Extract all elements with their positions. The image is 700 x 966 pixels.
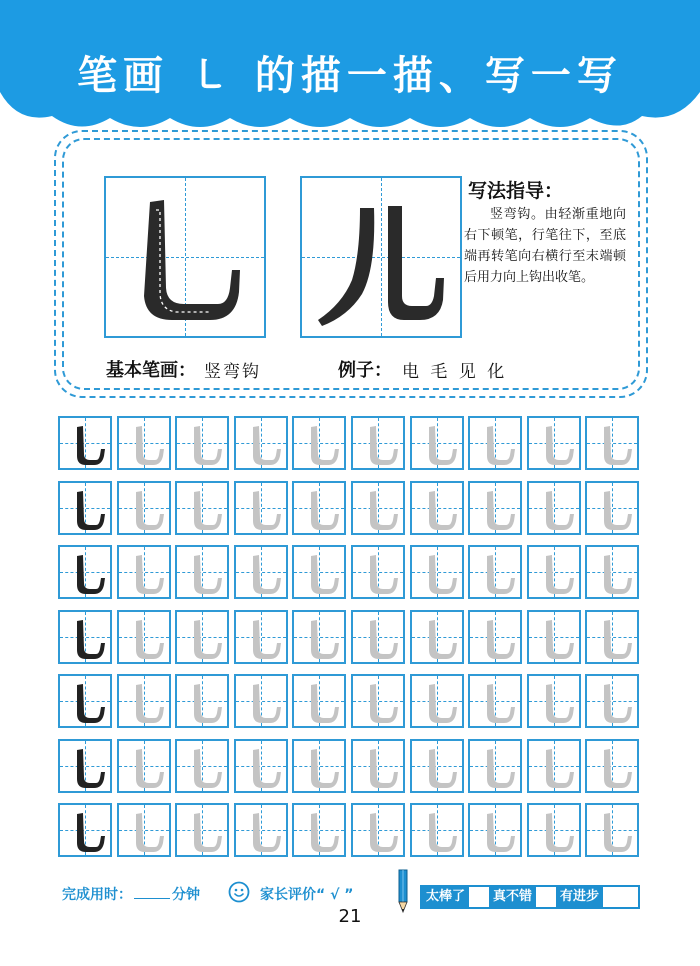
- trace-cell[interactable]: [351, 739, 405, 793]
- stroke-glyph: [119, 676, 173, 730]
- trace-cell[interactable]: [175, 739, 229, 793]
- trace-cell[interactable]: [410, 610, 464, 664]
- stroke-glyph: [177, 805, 231, 859]
- practice-row: [58, 610, 644, 664]
- example-char-glyph: [302, 178, 460, 336]
- trace-cell[interactable]: [410, 481, 464, 535]
- stroke-glyph: [60, 418, 114, 472]
- rating-checkbox-progress[interactable]: [603, 887, 623, 907]
- model-cell[interactable]: [58, 545, 112, 599]
- trace-cell[interactable]: [585, 481, 639, 535]
- trace-cell[interactable]: [585, 739, 639, 793]
- stroke-glyph: [236, 676, 290, 730]
- stroke-demo-box: [104, 176, 266, 338]
- practice-row: [58, 481, 644, 535]
- trace-cell[interactable]: [527, 545, 581, 599]
- stroke-glyph: [177, 483, 231, 537]
- stroke-glyph: [177, 676, 231, 730]
- trace-cell[interactable]: [292, 416, 346, 470]
- model-cell[interactable]: [58, 739, 112, 793]
- stroke-glyph: [106, 178, 264, 336]
- model-cell[interactable]: [58, 674, 112, 728]
- stroke-glyph: [353, 483, 407, 537]
- stroke-glyph: [177, 418, 231, 472]
- model-cell[interactable]: [58, 803, 112, 857]
- trace-cell[interactable]: [527, 416, 581, 470]
- stroke-glyph: [412, 676, 466, 730]
- stroke-glyph: [529, 676, 583, 730]
- stroke-glyph: [587, 676, 641, 730]
- practice-row: [58, 674, 644, 728]
- stroke-glyph: [236, 547, 290, 601]
- trace-cell[interactable]: [292, 545, 346, 599]
- stroke-glyph: [294, 741, 348, 795]
- trace-cell[interactable]: [468, 674, 522, 728]
- practice-row: [58, 416, 644, 470]
- trace-cell[interactable]: [292, 481, 346, 535]
- trace-cell[interactable]: [292, 803, 346, 857]
- stroke-glyph: [529, 741, 583, 795]
- trace-cell[interactable]: [234, 610, 288, 664]
- trace-cell[interactable]: [585, 674, 639, 728]
- trace-cell[interactable]: [527, 739, 581, 793]
- stroke-glyph: [529, 612, 583, 666]
- stroke-glyph: [60, 805, 114, 859]
- stroke-glyph: [60, 676, 114, 730]
- time-blank[interactable]: [134, 898, 170, 899]
- trace-cell[interactable]: [527, 803, 581, 857]
- stroke-glyph: [119, 741, 173, 795]
- stroke-glyph: [353, 418, 407, 472]
- practice-row: [58, 803, 644, 857]
- stroke-glyph: [587, 547, 641, 601]
- stroke-glyph: [353, 547, 407, 601]
- trace-cell[interactable]: [468, 481, 522, 535]
- rating-label-good: 真不错: [489, 887, 536, 907]
- trace-cell[interactable]: [117, 739, 171, 793]
- trace-cell[interactable]: [527, 481, 581, 535]
- model-cell[interactable]: [58, 416, 112, 470]
- trace-cell[interactable]: [410, 674, 464, 728]
- trace-cell[interactable]: [234, 674, 288, 728]
- trace-cell[interactable]: [234, 481, 288, 535]
- trace-cell[interactable]: [234, 416, 288, 470]
- stroke-glyph: [587, 418, 641, 472]
- stroke-glyph: [177, 612, 231, 666]
- stroke-glyph: [236, 741, 290, 795]
- guide-title: 写法指导：: [468, 180, 564, 202]
- trace-cell[interactable]: [410, 803, 464, 857]
- trace-cell[interactable]: [468, 739, 522, 793]
- example-value: 电 毛 见 化: [402, 362, 505, 382]
- trace-cell[interactable]: [175, 674, 229, 728]
- trace-cell[interactable]: [468, 416, 522, 470]
- stroke-glyph: [236, 418, 290, 472]
- stroke-glyph: [470, 547, 524, 601]
- trace-cell[interactable]: [117, 545, 171, 599]
- stroke-glyph: [529, 483, 583, 537]
- trace-cell[interactable]: [292, 674, 346, 728]
- trace-cell[interactable]: [351, 545, 405, 599]
- stroke-glyph: [587, 612, 641, 666]
- basic-stroke-label: 基本笔画：: [106, 360, 196, 381]
- trace-cell[interactable]: [117, 674, 171, 728]
- time-unit: 分钟: [172, 887, 200, 903]
- stroke-glyph: [587, 805, 641, 859]
- time-label: 完成用时：: [62, 887, 132, 903]
- trace-cell[interactable]: [175, 803, 229, 857]
- stroke-glyph: [529, 418, 583, 472]
- guide-text: 竖弯钩。由轻渐重地向右下顿笔，行笔往下，至底端再转笔向右横行至末端顿后用力向上钩出收笔。: [464, 207, 626, 285]
- trace-cell[interactable]: [351, 803, 405, 857]
- trace-cell[interactable]: [117, 416, 171, 470]
- stroke-glyph: [119, 612, 173, 666]
- page-number: 21: [338, 906, 362, 927]
- stroke-glyph: [412, 483, 466, 537]
- stroke-glyph: [353, 805, 407, 859]
- stroke-glyph: [294, 547, 348, 601]
- trace-cell[interactable]: [351, 610, 405, 664]
- trace-cell[interactable]: [292, 610, 346, 664]
- trace-cell[interactable]: [527, 610, 581, 664]
- stroke-glyph: [353, 676, 407, 730]
- trace-cell[interactable]: [117, 803, 171, 857]
- stroke-glyph: [529, 547, 583, 601]
- trace-cell[interactable]: [292, 739, 346, 793]
- rating-checkbox-great[interactable]: [469, 887, 489, 907]
- trace-cell[interactable]: [468, 803, 522, 857]
- stroke-glyph: [294, 676, 348, 730]
- trace-cell[interactable]: [410, 545, 464, 599]
- trace-cell[interactable]: [468, 610, 522, 664]
- stroke-glyph: [294, 483, 348, 537]
- stroke-glyph: [470, 483, 524, 537]
- stroke-glyph: [412, 418, 466, 472]
- stroke-glyph: [529, 805, 583, 859]
- stroke-glyph: [177, 547, 231, 601]
- model-cell[interactable]: [58, 481, 112, 535]
- parent-eval-label: 家长评价“ √ ”: [260, 887, 354, 903]
- stroke-glyph: [60, 741, 114, 795]
- stroke-glyph: [294, 418, 348, 472]
- trace-cell[interactable]: [585, 416, 639, 470]
- stroke-glyph: [412, 547, 466, 601]
- stroke-glyph: [412, 612, 466, 666]
- stroke-glyph: [236, 483, 290, 537]
- rating-label-progress: 有进步: [556, 887, 603, 907]
- rating-checkbox-good[interactable]: [536, 887, 556, 907]
- instruction-panel: [54, 130, 648, 398]
- stroke-glyph: [470, 676, 524, 730]
- trace-cell[interactable]: [175, 416, 229, 470]
- trace-cell[interactable]: [585, 803, 639, 857]
- trace-cell[interactable]: [175, 481, 229, 535]
- trace-cell[interactable]: [351, 674, 405, 728]
- trace-cell[interactable]: [585, 545, 639, 599]
- rating-label-great: 太棒了: [422, 887, 469, 907]
- stroke-glyph: [60, 612, 114, 666]
- stroke-glyph: [236, 612, 290, 666]
- trace-cell[interactable]: [468, 545, 522, 599]
- stroke-glyph: [60, 547, 114, 601]
- stroke-glyph: [177, 741, 231, 795]
- example-char-box: [300, 176, 462, 338]
- stroke-glyph: [119, 805, 173, 859]
- trace-cell[interactable]: [351, 416, 405, 470]
- stroke-glyph: [470, 418, 524, 472]
- example-label: 例子：: [338, 360, 392, 381]
- trace-cell[interactable]: [234, 739, 288, 793]
- stroke-glyph: [587, 483, 641, 537]
- header-banner: [0, 0, 700, 140]
- stroke-glyph: [236, 805, 290, 859]
- completion-time: [62, 884, 200, 904]
- stroke-glyph: [587, 741, 641, 795]
- trace-cell[interactable]: [527, 674, 581, 728]
- stroke-glyph: [412, 805, 466, 859]
- trace-cell[interactable]: [234, 545, 288, 599]
- stroke-glyph: [353, 612, 407, 666]
- basic-stroke-value: 竖弯钩: [204, 362, 261, 382]
- stroke-glyph: [294, 805, 348, 859]
- stroke-glyph: [119, 547, 173, 601]
- stroke-glyph: [412, 741, 466, 795]
- stroke-glyph: [119, 418, 173, 472]
- trace-cell[interactable]: [410, 416, 464, 470]
- stroke-glyph: [470, 805, 524, 859]
- practice-row: [58, 739, 644, 793]
- stroke-glyph: [470, 612, 524, 666]
- trace-cell[interactable]: [351, 481, 405, 535]
- stroke-glyph: [470, 741, 524, 795]
- trace-cell[interactable]: [175, 610, 229, 664]
- trace-cell[interactable]: [117, 610, 171, 664]
- stroke-glyph: [353, 741, 407, 795]
- practice-row: [58, 545, 644, 599]
- stroke-glyph: [60, 483, 114, 537]
- trace-cell[interactable]: [234, 803, 288, 857]
- trace-cell[interactable]: [117, 481, 171, 535]
- stroke-glyph: [119, 483, 173, 537]
- smiley-icon: [228, 881, 250, 903]
- page-title: 笔画 ㇄ 的描一描、写一写: [77, 53, 623, 99]
- trace-cell[interactable]: [410, 739, 464, 793]
- model-cell[interactable]: [58, 610, 112, 664]
- trace-cell[interactable]: [175, 545, 229, 599]
- stroke-glyph: [294, 612, 348, 666]
- trace-cell[interactable]: [585, 610, 639, 664]
